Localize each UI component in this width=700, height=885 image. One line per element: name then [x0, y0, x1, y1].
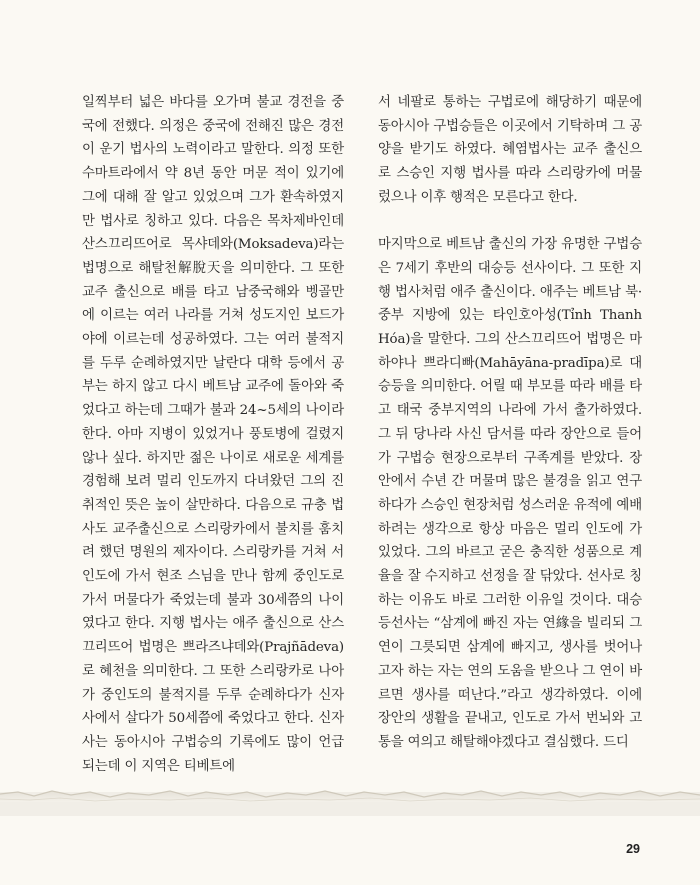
body-paragraph: 일찍부터 넓은 바다를 오가며 불교 경전을 중국에 전했다. 의정은 중국에 전해진 많은 경전이 운기 법사의 노력이라고 말한다. 의정 또한 수마트라에서 약 8년 동안 머문 적이 있기에 그에 대해 잘 알고 있었으며 그가 환속하였지만 법사로 칭하고 있다. 다음은 목차제바인데 산스끄리뜨어로 목샤데와(Moksadeva)라는 법명으로 해탈천解脫天을 의미한다. 그 또한 교주 출신으로 배를 타고 남중국해와 벵골만에 이르는 여러 나라를 거쳐 성도지인 보드가야에 이르는데 성공하였다. 그는 여러 불적지를 두루 순례하였지만 날란다 대학 등에서 공부는 하지 않고 다시 베트남 교주에 돌아와 죽었다고 하는데 그때가 불과 24~5세의 나이라 한다. 아마 지병이 있었거나 풍토병에 걸렸지 않나 싶다. 하지만 젊은 나이로 새로운 세계를 경험해 보려 멀리 인도까지 다녀왔던 그의 진취적인 뜻은 높이 살만하다. 다음으로 규충 법사도 교주출신으로 스리랑카에서 불치를 훔치려 했던 명원의 제자이다. 스리랑카를 거쳐 서인도에 가서 현조 스님을 만나 함께 중인도로 가서 머물다가 죽었는데 불과 30세쯤의 나이였다고 한다. 지행 법사는 애주 출신으로 산스끄리뜨어 법명은 쁘라즈냐데와(Prajñādeva)로 혜천을 의미한다. 그 또한 스리랑카로 나아가 중인도의 불적지를 두루 순례하다가 신자사에서 살다가 50세쯤에 죽었다고 한다. 신자사는 동아시아 구법승의 기록에도 많이 언급되는데 이 지역은 티베트에 [82, 95, 344, 774]
torn-paper-divider [0, 780, 700, 816]
body-paragraph: 서 네팔로 통하는 구법로에 해당하기 때문에 동아시아 구법승들은 이곳에서 기탁하며 그 공양을 받기도 하였다. 혜염법사는 교주 출신으로 스승인 지행 법사를 따라 스리랑카에 머물렀으나 이후 행적은 모른다고 한다. [378, 95, 642, 205]
body-paragraph: 마지막으로 베트남 출신의 가장 유명한 구법승은 7세기 후반의 대승등 선사이다. 그 또한 지행 법사처럼 애주 출신이다. 애주는 베트남 북·중부 지방에 있는 타인호아성(Tỉnh Thanh Hóa)을 말한다. 그의 산스끄리뜨어 법명은 마하야나 쁘라디빠(Mahāyāna-pradīpa)로 대승등을 의미한다. 어릴 때 부모를 따라 배를 타고 태국 중부지역의 나라에 가서 출가하였다. 그 뒤 당나라 사신 담서를 따라 장안으로 들어가 구법승 현장으로부터 구족계를 받았다. 장안에서 수년 간 머물며 많은 불경을 읽고 연구하다가 스승인 현장처럼 성스러운 유적에 예배하려는 생각으로 항상 마음은 멀리 인도에 가 있었다. 그의 바르고 굳은 충직한 성품으로 계율을 잘 수지하고 선정을 잘 닦았다. 선사로 칭하는 이유도 바로 그러한 이유일 것이다. 대승등선사는 “삼계에 빠진 자는 연緣을 빌리되 그 연이 그릇되면 삼계에 빠지고, 생사를 벗어나고자 하는 자는 연의 도움을 받으나 그 연이 바르면 생사를 떠난다.”라고 생각하였다. 이에 장안의 생활을 끝내고, 인도로 가서 번뇌와 고통을 여의고 해탈해야겠다고 결심했다. 드디 [378, 237, 642, 750]
right-text-column [378, 91, 642, 755]
page-number: 29 [626, 842, 640, 856]
left-text-column [82, 91, 344, 778]
